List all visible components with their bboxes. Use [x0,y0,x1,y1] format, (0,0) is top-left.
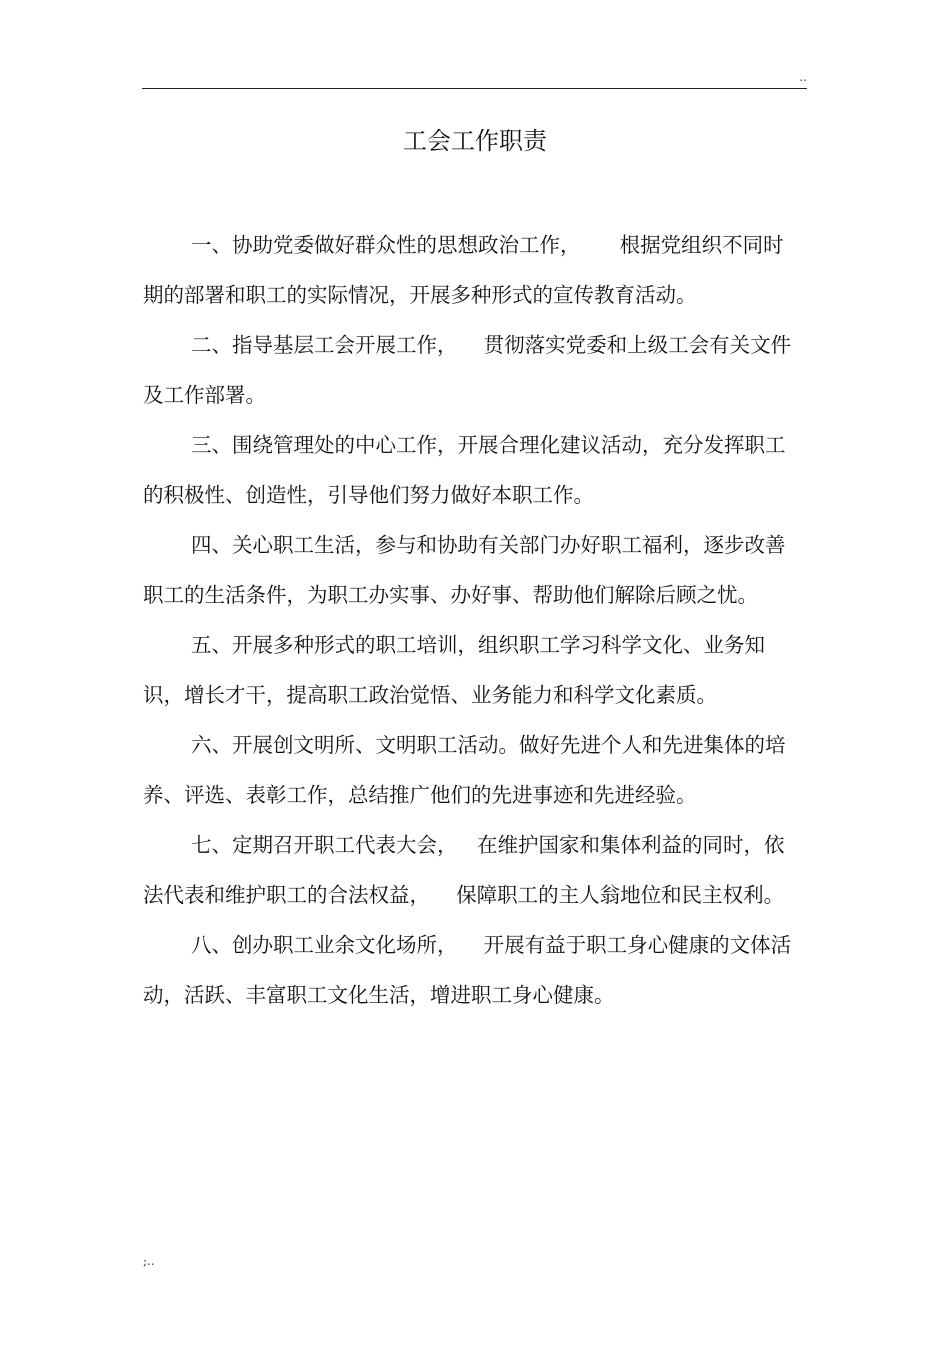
header-rule [142,88,807,89]
paragraph-5: 五、开展多种形式的职工培训，组织职工学习科学文化、业务知识，增长才干，提高职工政治觉悟、业务能力和科学文化素质。 [143,633,765,707]
paragraph-8: 八、创办职工业余文化场所， 开展有益于职工身心健康的文体活动，活跃、丰富职工文化生活，增进职工身心健康。 [143,933,792,1007]
paragraph-1: 一、协助党委做好群众性的思想政治工作， 根据党组织不同时期的部署和职工的实际情况，开展多种形式的宣传教育活动。 [143,233,784,307]
paragraph-7: 七、定期召开职工代表大会， 在维护国家和集体利益的同时，依法代表和维护职工的合法权益， 保障职工的主人翁地位和民主权利。 [143,833,785,907]
paragraph-6: 六、开展创文明所、文明职工活动。做好先进个人和先进集体的培养、评选、表彰工作，总结推广他们的先进事迹和先进经验。 [143,733,786,807]
document-body [143,220,793,1020]
paragraph-3: 三、围绕管理处的中心工作，开展合理化建议活动，充分发挥职工的积极性、创造性，引导他们努力做好本职工作。 [143,433,786,507]
paragraph-4: 四、关心职工生活，参与和协助有关部门办好职工福利，逐步改善职工的生活条件，为职工办实事、办好事、帮助他们解除后顾之忧。 [143,533,786,607]
header-mark: .. [799,70,807,84]
footer-mark: ;.. [143,1254,155,1268]
document-title: 工会工作职责 [403,127,547,155]
paragraph-2: 二、指导基层工会开展工作， 贯彻落实党委和上级工会有关文件及工作部署。 [143,333,792,407]
